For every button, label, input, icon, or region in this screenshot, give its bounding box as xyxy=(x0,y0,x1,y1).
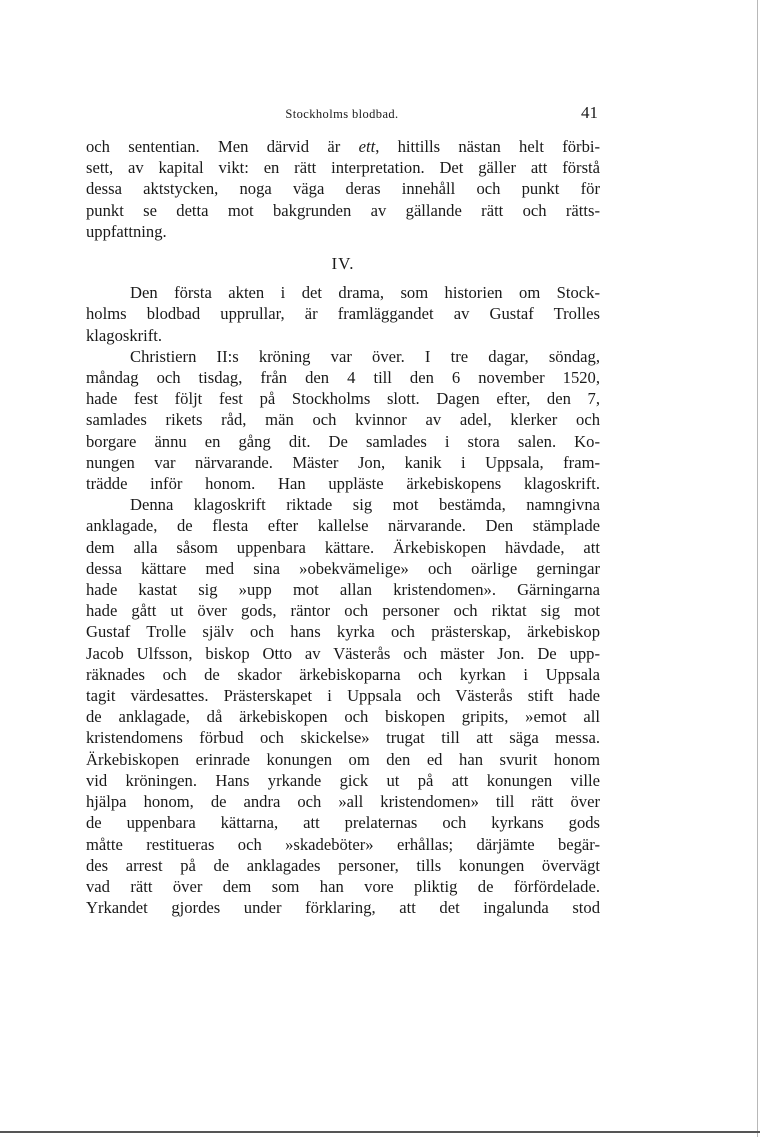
text-line: måndag och tisdag, från den 4 till den 6 november 1520, xyxy=(86,368,600,388)
text-line: hade fest följt fest på Stockholms slott. Dagen efter, den 7, xyxy=(86,389,600,409)
text-line: Christiern II:s kröning var över. I tre dagar, söndag, xyxy=(130,346,600,366)
text-line: anklagade, de flesta efter kallelse närvarande. Den stämplade xyxy=(86,516,600,536)
page-edge-right xyxy=(757,0,758,1137)
text-line: räknades och de skador ärkebiskoparna och kyrkan i Uppsala xyxy=(86,664,600,684)
text-line: punkt se detta mot bakgrunden av gällande rätt och rätts- xyxy=(86,200,600,220)
paragraph xyxy=(86,346,600,494)
running-title: Stockholms blodbad. xyxy=(285,107,399,121)
text-line: Den första akten i det drama, som historien om Stock- xyxy=(130,283,600,303)
text-line: vad rätt över dem som han vore pliktig de förfördelade. xyxy=(86,876,600,896)
text-line: borgare ännu en gång dit. De samlades i stora salen. Ko- xyxy=(86,431,600,451)
text-line: tagit värdesattes. Prästerskapet i Uppsala och Västerås stift hade xyxy=(86,686,600,706)
text-line: sett, av kapital vikt: en rätt interpretation. Det gäller att förstå xyxy=(86,158,600,178)
text-line: dem alla såsom uppenbara kättare. Ärkebiskopen hävdade, att xyxy=(86,537,600,557)
page-number: 41 xyxy=(581,103,598,122)
text-line: samlades rikets råd, män och kvinnor av adel, klerker och xyxy=(86,410,600,430)
text-line: holms blodbad upprullar, är framläggandet av Gustaf Trolles xyxy=(86,304,600,324)
page-header xyxy=(86,103,598,127)
text-line: de uppenbara kättarna, att prelaternas och kyrkans gods xyxy=(86,813,600,833)
text-line: och sententian. Men därvid är ett, hittills nästan helt förbi- xyxy=(86,137,601,156)
text-line: Ärkebiskopen erinrade konungen om den ed han svurit honom xyxy=(86,749,600,769)
text-line: hade kastat sig »upp mot allan kristendomen». Gärningarna xyxy=(86,580,600,600)
text-line: kristendomens förbud och skickelse» trugat till att säga messa. xyxy=(86,728,600,748)
section-heading: IV. xyxy=(331,254,355,274)
paragraph xyxy=(86,282,600,346)
page-edge-bottom xyxy=(0,1131,760,1133)
text-line: uppfattning. xyxy=(86,221,167,241)
text-line: trädde inför honom. Han uppläste ärkebiskopens klagoskrift. xyxy=(86,474,600,494)
text-line: dessa kättare med sina »obekvämelige» och oärlige gerningar xyxy=(86,558,600,578)
text-line: hjälpa honom, de andra och »all kristendomen» till rätt över xyxy=(86,792,600,812)
text-line: Yrkandet gjordes under förklaring, att det ingalunda stod xyxy=(86,898,600,918)
text-line: des arrest på de anklagades personer, tills konungen övervägt xyxy=(86,855,600,875)
paragraph xyxy=(86,494,600,918)
text-line: de anklagade, då ärkebiskopen och biskopen gripits, »emot all xyxy=(86,707,600,727)
body-text xyxy=(86,136,600,918)
text-line: Denna klagoskrift riktade sig mot bestämda, namngivna xyxy=(130,495,600,515)
text-line: nungen var närvarande. Mäster Jon, kanik i Uppsala, fram- xyxy=(86,452,600,472)
text-line: måtte restitueras och »skadeböter» erhållas; därjämte begär- xyxy=(86,834,600,854)
text-line: Jacob Ulfsson, biskop Otto av Västerås och mäster Jon. De upp- xyxy=(86,643,600,663)
text-line: klagoskrift. xyxy=(86,325,163,345)
text-line: Gustaf Trolle själv och hans kyrka och prästerskap, ärkebiskop xyxy=(86,622,600,642)
text-line: vid kröningen. Hans yrkande gick ut på att konungen ville xyxy=(86,770,600,790)
text-line: hade gått ut över gods, räntor och personer och riktat sig mot xyxy=(86,601,600,621)
text-line: dessa aktstycken, noga väga deras innehåll och punkt för xyxy=(86,179,600,199)
paragraph xyxy=(86,136,600,242)
emphasis: ett xyxy=(358,137,376,156)
